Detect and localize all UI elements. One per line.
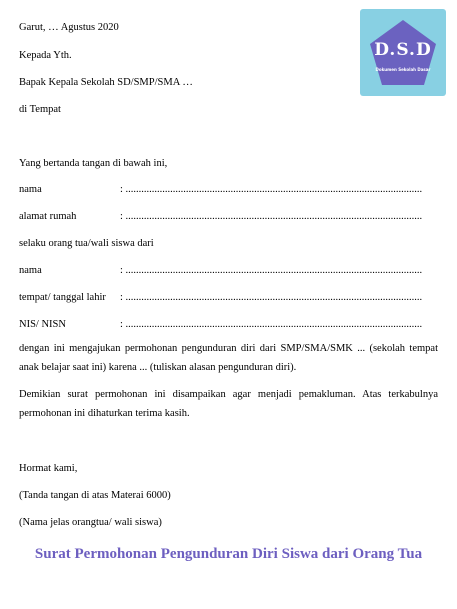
field-blank-nis: : ................................................................................................................. [120,319,423,330]
caption-title: Surat Permohonan Pengunduran Diri Siswa dari Orang Tua [34,546,423,562]
field-label-birth: tempat/ tanggal lahir [19,292,106,303]
opening-line: Yang bertanda tangan di bawah ini, [19,158,168,169]
date-line: Garut, … Agustus 2020 [19,22,119,33]
recipient-line: Bapak Kepala Sekolah SD/SMP/SMA … [19,77,193,88]
field-label-address: alamat rumah [19,211,77,222]
salutation: Hormat kami, [19,463,78,474]
parent-role-line: selaku orang tua/wali siswa dari [19,238,154,249]
field-label-nis: NIS/ NISN [19,319,66,330]
closing-paragraph: Demikian surat permohonan ini disampaikan agar menjadi pemakluman. Atas terkabulnya permohonan ini dihaturkan terima kasih. [19,389,438,419]
logo-subtext: Dokumen Sekolah Dasar [375,67,431,72]
to-line: Kepada Yth. [19,50,72,61]
request-paragraph: dengan ini mengajukan permohonan pengunduran diri dari SMP/SMA/SMK ... (sekolah tempat anak belajar saat ini) karena ... (tuliskan alasan pengunduran diri). [19,343,438,373]
logo-text: D.S.D [374,40,432,60]
field-blank-student-name: : ................................................................................................................. [120,265,423,276]
field-blank-parent-name: : ................................................................................................................. [120,184,423,195]
field-blank-birth: : ................................................................................................................. [120,292,423,303]
field-label-student-name: nama [19,265,42,276]
field-label-parent-name: nama [19,184,42,195]
name-note: (Nama jelas orangtua/ wali siswa) [19,517,162,528]
field-blank-address: : ................................................................................................................. [120,211,423,222]
dsd-logo [360,9,446,96]
signature-note: (Tanda tangan di atas Materai 6000) [19,490,171,501]
place-line: di Tempat [19,104,61,115]
